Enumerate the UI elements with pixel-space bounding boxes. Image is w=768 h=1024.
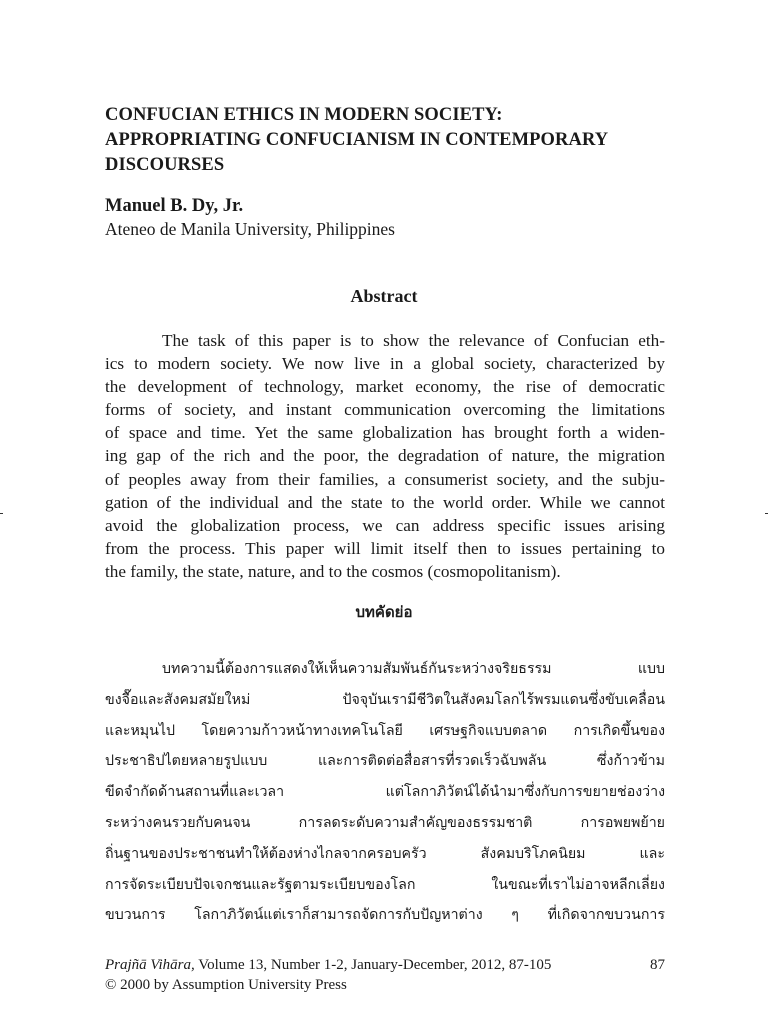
- copyright-notice: © 2000 by Assumption University Press: [105, 977, 347, 993]
- thai-abstract-line: ถิ่นฐานของประชาชนทำให้ต้องห่างไกลจากครอบครัว สังคมบริโภคนิยม และ: [105, 845, 665, 862]
- journal-name: Prajñā Vihāra,: [105, 957, 195, 973]
- page-footer: [105, 955, 665, 995]
- author-affiliation: Ateneo de Manila University, Philippines: [105, 219, 395, 239]
- abstract-line: the development of technology, market economy, the rise of democratic: [105, 377, 665, 397]
- abstract-line: the family, the state, nature, and to the cosmos (cosmopolitanism).: [105, 561, 561, 581]
- footer-copyright-row: [105, 975, 665, 995]
- abstract-line: forms of society, and instant communication overcoming the limitations: [105, 400, 665, 420]
- thai-abstract-line: และหมุนไป โดยความก้าวหน้าทางเทคโนโลยี เศรษฐกิจแบบตลาด การเกิดขึ้นของ: [105, 722, 665, 739]
- abstract-line: avoid the globalization process, we can address specific issues arising: [105, 515, 665, 535]
- thai-abstract-line: ขีดจำกัดด้านสถานที่และเวลา แต่โลกาภิวัตน์ได้นำมาซึ่งกับการขยายช่องว่าง: [105, 784, 665, 801]
- page-number: 87: [650, 957, 665, 973]
- thai-abstract-line: ขงจื๊อและสังคมสมัยใหม่ ปัจจุบันเรามีชีวิตในสังคมโลกไร้พรมแดนซึ่งขับเคลื่อน: [105, 691, 665, 708]
- thai-abstract-line: ขบวนการ โลกาภิวัตน์แต่เราก็สามารถจัดการกับปัญหาต่าง ๆ ที่เกิดจากขบวนการ: [105, 907, 665, 924]
- thai-abstract-body: [105, 654, 665, 931]
- paper-title: [105, 103, 685, 178]
- abstract-line: of peoples away from their families, a consumerist society, and the subju-: [105, 469, 665, 489]
- title-line: CONFUCIAN ETHICS IN MODERN SOCIETY:: [105, 105, 503, 125]
- crop-mark-left: [0, 513, 3, 514]
- title-line: DISCOURSES: [105, 155, 225, 175]
- abstract-line: ics to modern society. We now live in a global society, characterized by: [105, 354, 665, 374]
- thai-abstract-line: ประชาธิปไตยหลายรูปแบบ และการติดต่อสื่อสารที่รวดเร็วฉับพลัน ซึ่งก้าวข้าม: [105, 753, 665, 770]
- abstract-body: [105, 329, 665, 583]
- thai-abstract-line: ระหว่างคนรวยกับคนจน การลดระดับความสำคัญของธรรมชาติ การอพยพย้าย: [105, 814, 665, 831]
- thai-abstract-heading: บทคัดย่อ: [355, 603, 413, 621]
- abstract-line: ing gap of the rich and the poor, the degradation of nature, the migration: [105, 446, 665, 466]
- abstract-line: from the process. This paper will limit itself then to issues pertaining to: [105, 538, 665, 558]
- author-name: Manuel B. Dy, Jr.: [105, 196, 244, 216]
- journal-citation: Volume 13, Number 1-2, January-December, 2012, 87-105: [194, 957, 552, 973]
- title-line: APPROPRIATING CONFUCIANISM IN CONTEMPORARY: [105, 130, 609, 150]
- abstract-heading: Abstract: [350, 286, 418, 306]
- abstract-line: gation of the individual and the state to the world order. While we cannot: [105, 492, 665, 512]
- abstract-line: of space and time. Yet the same globalization has brought forth a widen-: [105, 423, 665, 443]
- thai-abstract-line: การจัดระเบียบปัจเจกชนและรัฐตามระเบียบของโลก ในขณะที่เราไม่อาจหลีกเลี่ยง: [105, 876, 665, 893]
- footer-citation-row: [105, 955, 665, 975]
- footer-citation: [105, 955, 551, 975]
- thai-abstract-line: บทความนี้ต้องการแสดงให้เห็นความสัมพันธ์กันระหว่างจริยธรรม แบบ: [162, 661, 665, 677]
- abstract-line: The task of this paper is to show the relevance of Confucian eth-: [162, 331, 665, 350]
